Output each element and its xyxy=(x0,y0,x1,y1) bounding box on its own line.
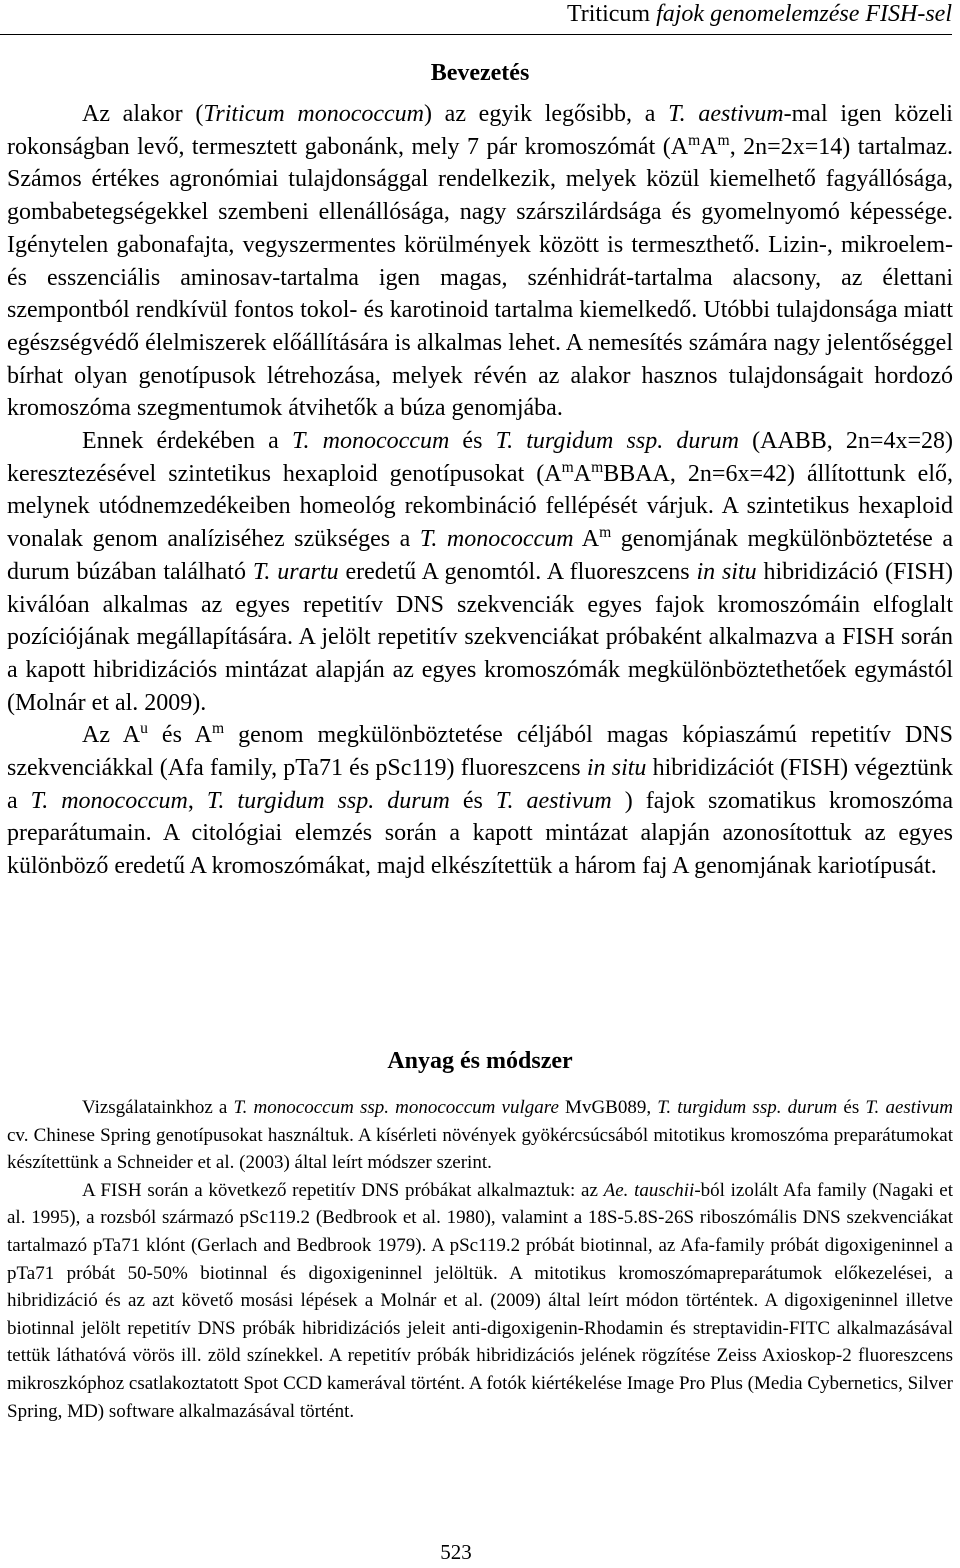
superscript: m xyxy=(591,458,604,476)
paragraph xyxy=(7,98,953,425)
paragraph xyxy=(7,1094,953,1177)
introduction-body xyxy=(7,98,953,883)
header-title: fajok genomelemzése FISH-sel xyxy=(656,1,952,27)
text-run: (AABB, 2n=4x=28) keresztezésével szintetikus hexaploid genotípusokat (A xyxy=(7,428,953,487)
section-heading-bevezetes: Bevezetés xyxy=(430,60,530,86)
text-run: és xyxy=(837,1097,866,1118)
text-run: genom megkülönböztetése céljából magas kópiaszámú repetitív DNS szekvenciákkal (Afa family, pTa71 és pSc119) fluoreszcens xyxy=(7,722,954,782)
text-run: A xyxy=(573,460,592,487)
text-run: A xyxy=(700,133,718,160)
paragraph xyxy=(7,1177,953,1425)
italic-term: T. aestivum xyxy=(865,1097,953,1118)
section-heading-anyag-es-modszer: Anyag és módszer xyxy=(387,1048,573,1074)
superscript: m xyxy=(688,131,701,149)
text-run: és xyxy=(449,428,496,455)
superscript: m xyxy=(599,524,612,542)
italic-term: in situ xyxy=(696,558,757,585)
text-run: , xyxy=(187,787,207,814)
text-run: hibridizáció (FISH) kiválóan alkalmas az egyes repetitív DNS szekvenciák egyes fajok kromoszómáin elfoglalt pozíciójának megállapítására. A jelölt repetitív szekvenciákat próbaként alkalmazva a FISH során a kapott hibridizációs mintázat alapján az egyes kromoszómák megkülönböztethetőek egymástól (Molnár et al. 2009). xyxy=(7,558,954,716)
italic-term: T. monococcum xyxy=(419,526,574,553)
header-genus: Triticum xyxy=(566,1,651,27)
text-run: ) az egyik legősibb, a xyxy=(424,101,669,127)
superscript: m xyxy=(717,131,730,149)
text-run: A FISH során a következő repetitív DNS próbákat alkalmaztuk: az xyxy=(82,1179,604,1201)
text-run: Vizsgálatainkhoz a xyxy=(82,1097,234,1118)
text-run: MvGB089, xyxy=(558,1097,658,1118)
text-run: és xyxy=(449,787,496,814)
italic-term: T. turgidum ssp. durum xyxy=(657,1097,838,1118)
italic-term: Triticum monococcum xyxy=(203,101,424,127)
italic-term: in situ xyxy=(586,755,647,782)
text-run: Az A xyxy=(82,722,141,749)
text-run: -ból izolált Afa family (Nagaki et al. 1995), a rozsból származó pSc119.2 (Bedbrook et al. 1980), valamint a 18S-5.8S-26S riboszómális DNS szekvenciákat tartalmazó pTa71 klónt (Gerlach and Bedbrook 1979). A pSc119.2 próbát biotinnal, az Afa-family próbát digoxigeninnel a pTa71 próbát 50-50% biotinnal és digoxigeninnel jelöltük. A mitotikus kromoszómapreparátumok előkezelései, a hibridizáció és az azt követő mosási lépések a Molnár et al. (2009) által leírt módon történtek. A digoxigeninnel illetve biotinnal jelölt repetitív DNS próbák hibridizációs jeleit anti-digoxigenin-Rhodamin és streptavidin-FITC alkalmazásával tettük láthatóvá vörös ill. zöld színekkel. A repetitív próbák hibridizációs jelének rögzítése Zeiss Axioskop-2 fluoreszcens mikroszkóphoz csatlakoztatott Spot CCD kamerával történt. A fotók kiértékelése Image Pro Plus (Media Cybernetics, Silver Spring, MD) software alkalmazásával történt. xyxy=(7,1179,953,1422)
text-run: eredetű A genomtól. A fluoreszcens xyxy=(338,558,697,585)
text-run: hibridizációt (FISH) végeztünk a xyxy=(7,755,953,814)
superscript: m xyxy=(561,458,574,476)
italic-term: Ae. tauschii xyxy=(603,1179,695,1201)
italic-term: T. monococcum xyxy=(30,787,188,814)
text-run: genomjának megkülönböztetése a durum búzában található xyxy=(7,526,954,585)
text-run: Az alakor ( xyxy=(82,101,204,127)
text-run: -mal igen közeli rokonságban levő, termesztett gabonánk, mely 7 pár kromoszómát (A xyxy=(7,101,953,160)
methods-body xyxy=(7,1094,953,1425)
text-run: cv. Chinese Spring genotípusokat használtuk. A kísérleti növények gyökércsúcsából mitotikus kromoszóma preparátumokat készítettünk a Schneider et al. (2003) által leírt módszer szerint. xyxy=(7,1124,953,1174)
italic-term: T. monococcum ssp. monococcum vulgare xyxy=(233,1097,559,1118)
text-run: BBAA, 2n=6x=42) állítottunk elő, melynek utódnemzedékeiben homeológ rekombináció fellépését várjuk. A szintetikus hexaploid vonalak genom analíziséhez szükséges a xyxy=(7,460,953,553)
paragraph xyxy=(7,425,953,719)
running-header xyxy=(0,0,952,35)
italic-term: T. aestivum xyxy=(668,101,784,127)
italic-term: T. turgidum ssp. durum xyxy=(206,787,450,814)
italic-term: T. monococcum xyxy=(291,428,450,455)
text-run: , 2n=2x=14) tartalmaz. Számos értékes agronómiai tulajdonsággal rendelkezik, melyek közül kiemelhető fagyállósága, gombabetegségekkel szembeni ellenállósága, nagy szárszilárdsága és gyomelnyomó képessége. Igénytelen gabonafajta, vegyszermentes körülmények között is termeszthető. Lizin-, mikroelem- és esszenciális aminosav-tartalma igen magas, szénhidrát-tartalma alacsony, az élettani szempontból rendkívül fontos tokol- és karotinoid tartalma kiemelkedő. Utóbbi tulajdonsága miatt egészségvédő élelmiszerek előállítására is alkalmas lehet. A nemesítés számára nagy jelentőséggel bírhat olyan genotípusok létrehozása, melyek révén az alakor hasznos tulajdonságait hordozó kromoszóma szegmentumok átvihetők a búza genomjába. xyxy=(7,133,954,422)
superscript: m xyxy=(211,720,225,738)
text-run: és A xyxy=(147,722,212,749)
text-run: Ennek érdekében a xyxy=(82,428,292,455)
italic-term: T. urartu xyxy=(252,558,339,585)
italic-term: T. turgidum ssp. durum xyxy=(495,428,739,455)
text-run: ) fajok szomatikus kromoszóma preparátumain. A citológiai elemzés során a kapott mintázat alapján azonosítottuk az egyes különböző eredetű A kromoszómákat, majd elkészítettük a három faj A genomjának kariotípusát. xyxy=(7,787,954,880)
italic-term: T. aestivum xyxy=(495,787,612,814)
superscript: u xyxy=(140,720,148,738)
page-number: 523 xyxy=(440,1540,472,1564)
text-run: A xyxy=(573,526,600,553)
paragraph xyxy=(7,719,953,883)
